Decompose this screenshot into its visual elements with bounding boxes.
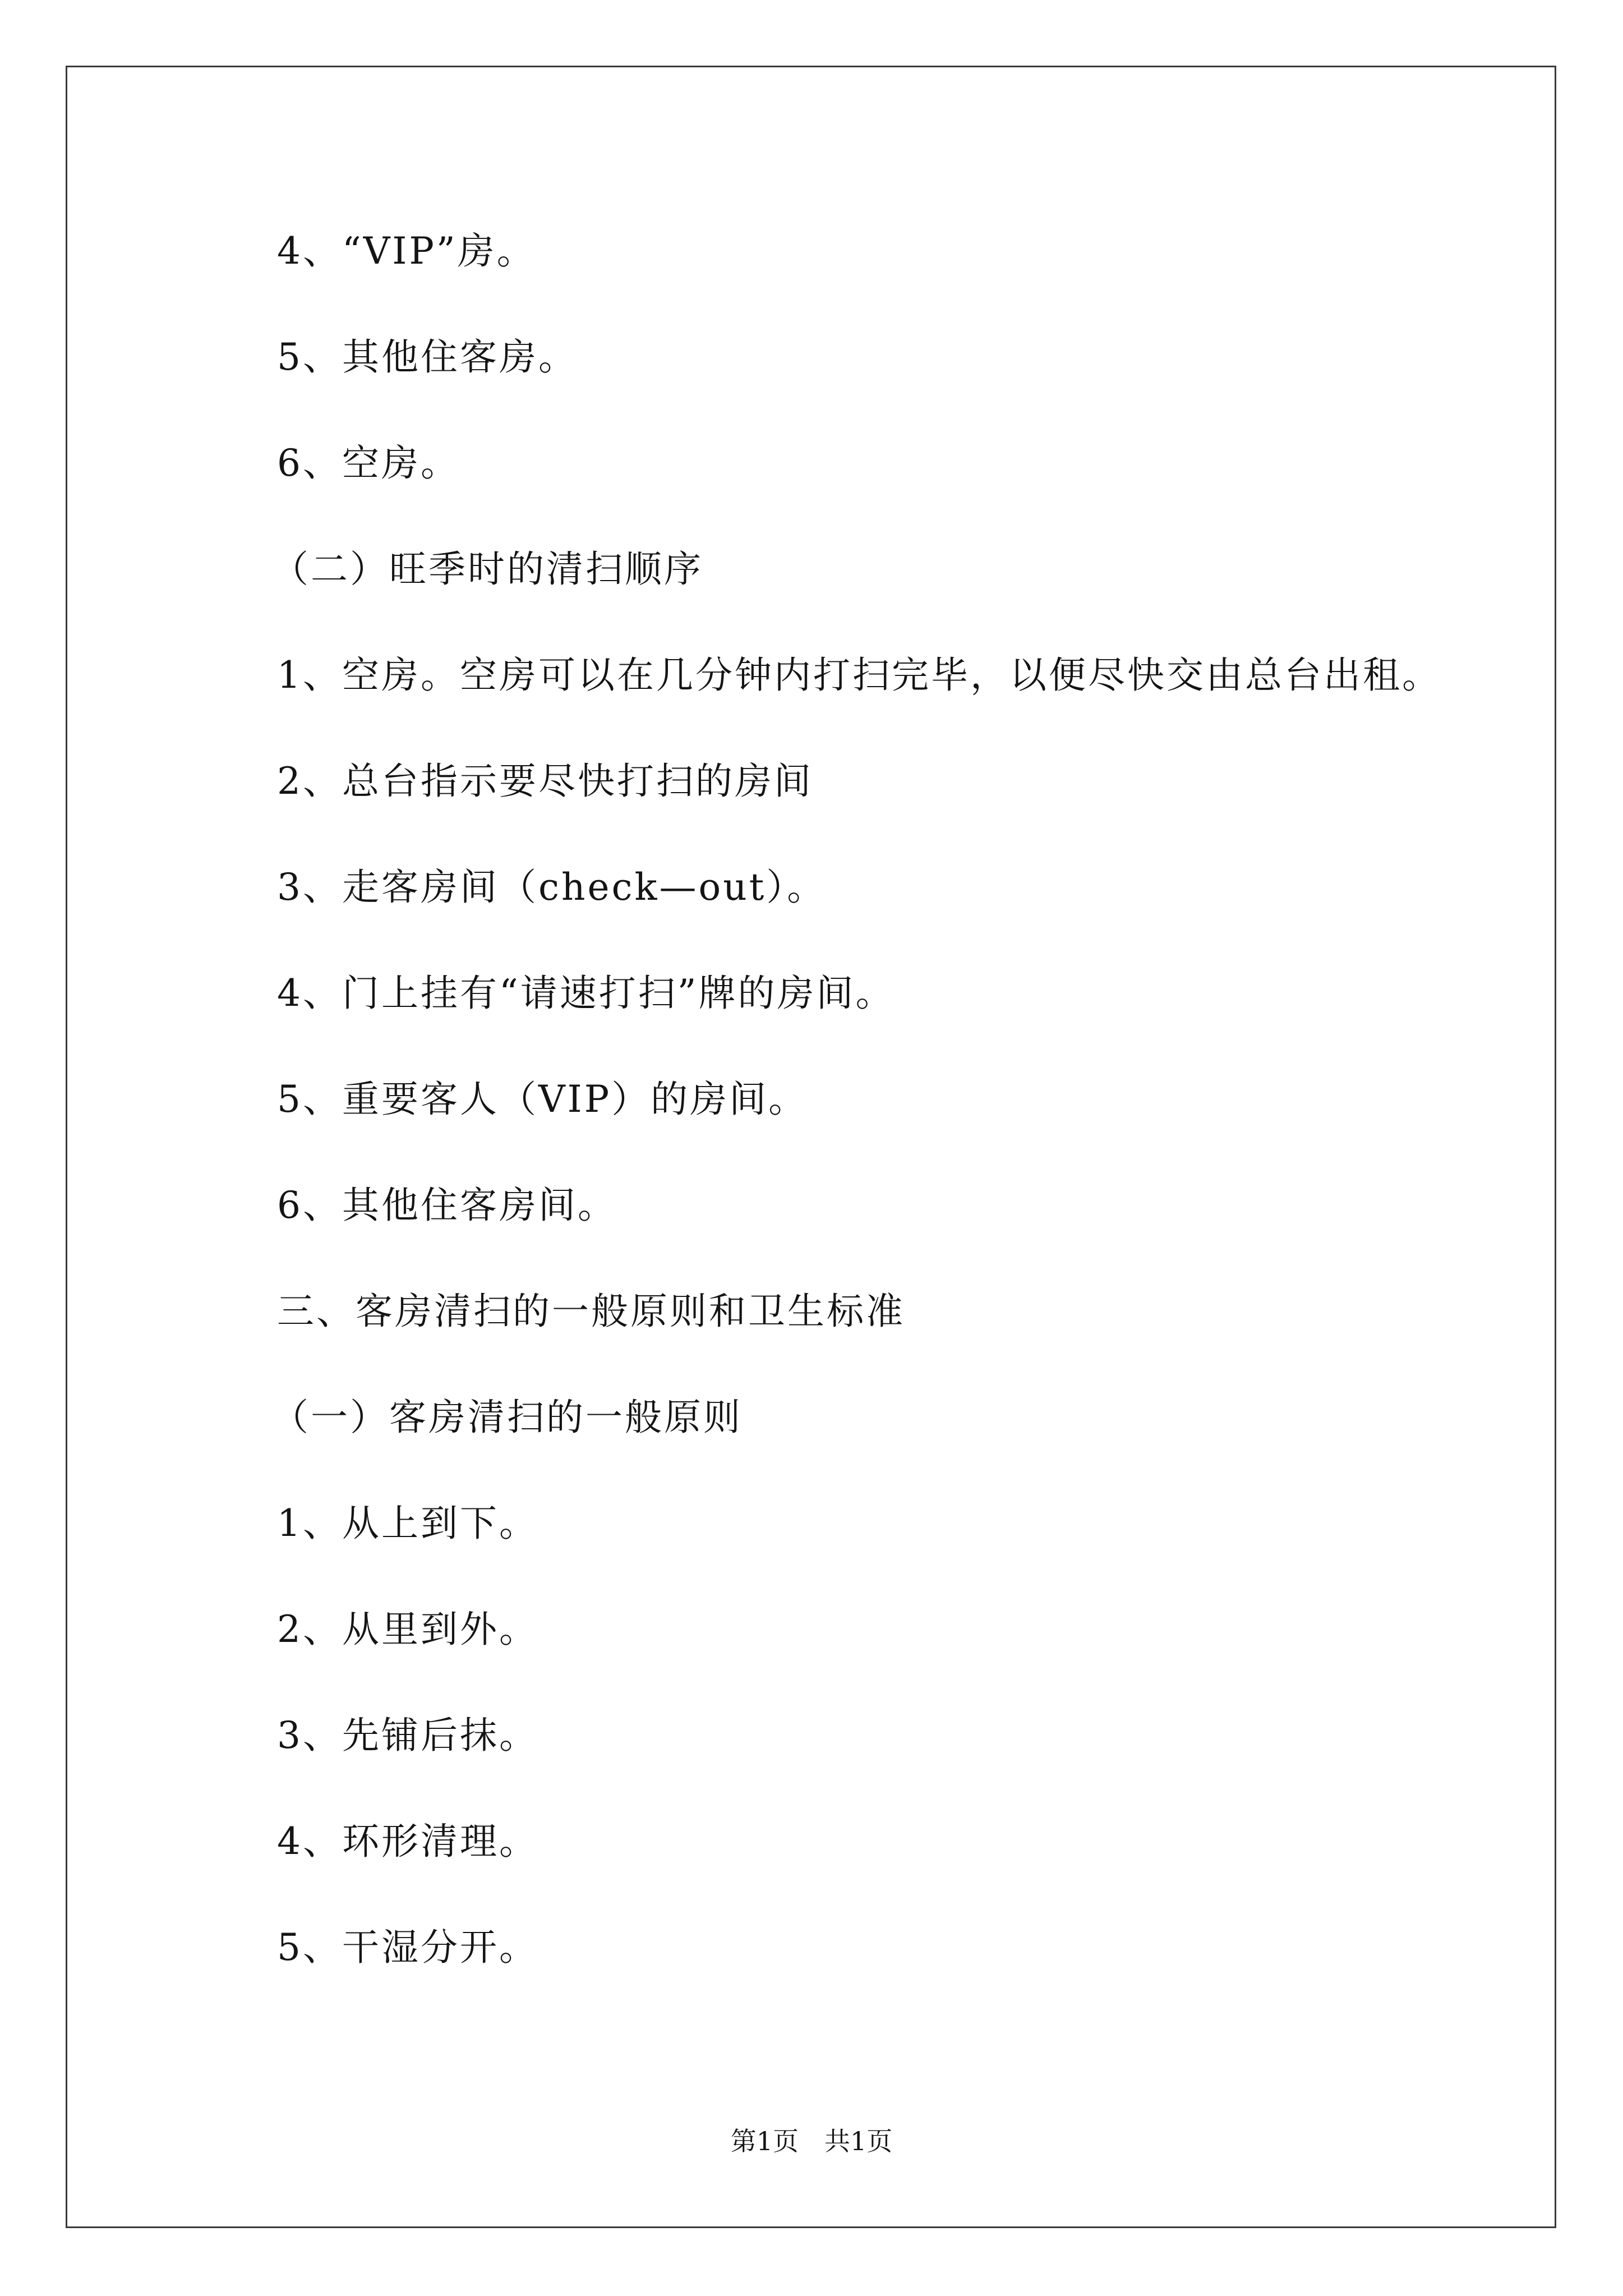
text-line: 4、“VIP”房。: [277, 229, 536, 273]
page-footer: 第1页 共1页: [730, 2126, 893, 2156]
text-line: 2、从里到外。: [277, 1608, 538, 1651]
text-line: 3、先铺后抹。: [277, 1714, 538, 1757]
text-line: 5、其他住客房。: [277, 335, 578, 379]
section-heading: （一）客房清扫的一般原则: [271, 1396, 743, 1439]
text-line: 2、总台指示要尽快打扫的房间: [277, 760, 813, 803]
text-line: 3、走客房间（check—out）。: [277, 866, 827, 909]
text-line: 5、重要客人（VIP）的房间。: [277, 1078, 808, 1121]
text-line: 6、空房。: [277, 441, 460, 485]
section-heading: （二）旺季时的清扫顺序: [271, 547, 703, 591]
text-line: 4、门上挂有“请速打扫”牌的房间。: [277, 972, 895, 1015]
text-line: 1、空房。空房可以在几分钟内打扫完毕，以便尽快交由总台出租。: [277, 654, 1441, 697]
text-line: 1、从上到下。: [277, 1502, 538, 1545]
section-heading: 三、客房清扫的一般原则和卫生标准: [277, 1290, 905, 1333]
text-line: 6、其他住客房间。: [277, 1184, 617, 1227]
text-line: 5、干湿分开。: [277, 1926, 538, 1969]
text-line: 4、环形清理。: [277, 1820, 538, 1863]
